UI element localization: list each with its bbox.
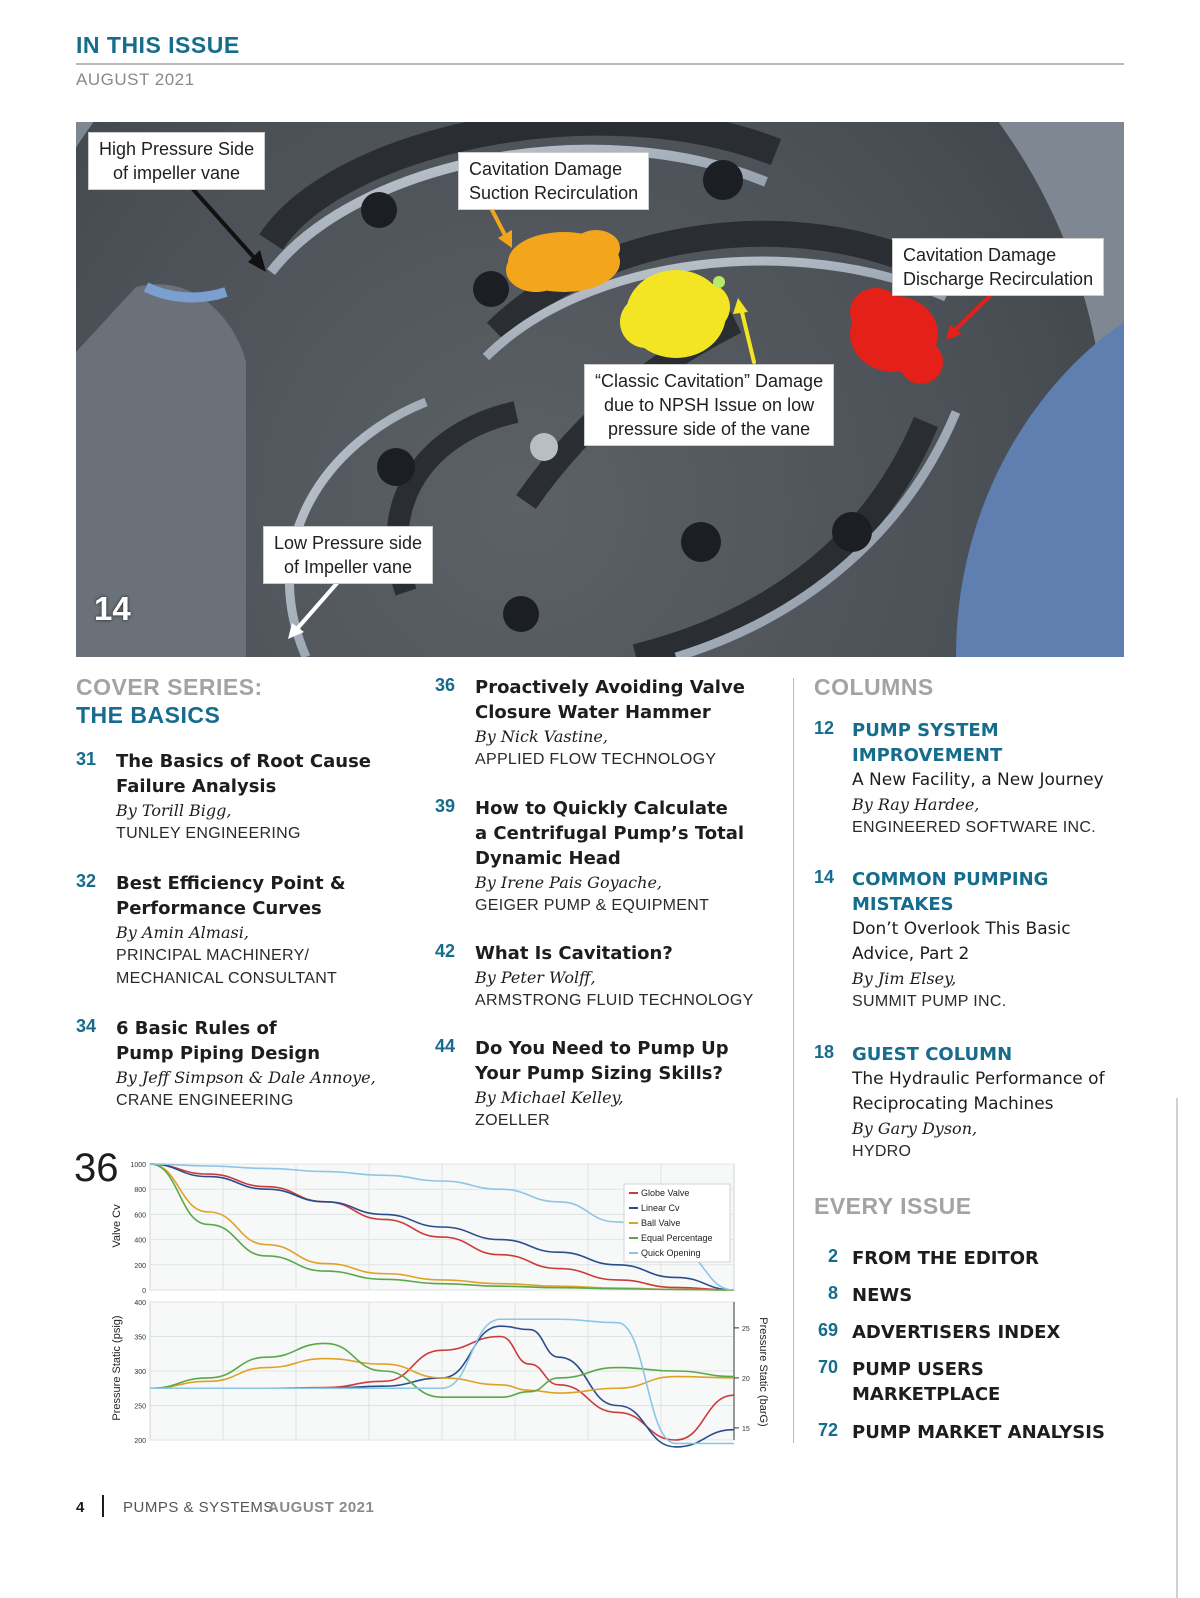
- every-issue-item[interactable]: [814, 1357, 1114, 1411]
- bottom-ytick-label: 400: [134, 1300, 146, 1307]
- every-issue-title: FROM THE EDITOR: [852, 1248, 1039, 1269]
- article-title: Do You Need to Pump Up: [475, 1038, 729, 1059]
- article-company: ZOELLER: [475, 1112, 551, 1129]
- article-body: [475, 941, 754, 1012]
- legend-label: Globe Valve: [641, 1188, 690, 1198]
- legend-label: Ball Valve: [641, 1218, 681, 1228]
- article-title: Closure Water Hammer: [475, 702, 711, 723]
- callout-high-pressure: [88, 132, 265, 190]
- article-author: By Jeff Simpson & Dale Annoye,: [116, 1068, 376, 1087]
- column-subtitle: Advice, Part 2: [852, 944, 970, 964]
- callout-line: Low Pressure side: [274, 533, 423, 553]
- column-company: SUMMIT PUMP INC.: [852, 993, 1007, 1010]
- article-page-number: 39: [435, 796, 456, 816]
- article-title: Proactively Avoiding Valve: [475, 677, 745, 698]
- every-issue-title-line: PUMP USERS: [852, 1359, 984, 1380]
- article-title: Performance Curves: [116, 898, 322, 919]
- article-author: By Amin Almasi,: [116, 923, 249, 942]
- article-body: [116, 749, 371, 845]
- article-company: CRANE ENGINEERING: [116, 1092, 294, 1109]
- legend-label: Linear Cv: [641, 1203, 680, 1213]
- every-issue-title: [852, 1357, 1000, 1407]
- column-subtitle: Don’t Overlook This Basic: [852, 919, 1071, 939]
- footer-divider: [102, 1495, 104, 1517]
- article-author: By Nick Vastine,: [475, 727, 608, 746]
- column-body: [852, 867, 1071, 1013]
- legend-label: Equal Percentage: [641, 1233, 713, 1243]
- hero-page-number[interactable]: 14: [94, 590, 131, 627]
- column-subtitle: Reciprocating Machines: [852, 1094, 1054, 1114]
- every-issue-title: PUMP MARKET ANALYSIS: [852, 1422, 1105, 1443]
- bottom-ylabel: Pressure Static (psig): [111, 1315, 123, 1421]
- column-divider: [793, 678, 794, 1443]
- article-title: The Basics of Root Cause: [116, 751, 371, 772]
- impeller-cavitation-photo: [76, 122, 1124, 657]
- article-body: [116, 1016, 376, 1112]
- every-issue-title: ADVERTISERS INDEX: [852, 1322, 1061, 1343]
- column-title: MISTAKES: [852, 894, 954, 915]
- chart-page-number[interactable]: 36: [74, 1146, 119, 1190]
- bottom-ytick-label: 300: [134, 1369, 146, 1376]
- every-issue-heading: EVERY ISSUE: [814, 1193, 972, 1219]
- top-ytick-label: 0: [142, 1288, 146, 1295]
- column-subtitle: A New Facility, a New Journey: [852, 770, 1104, 790]
- bottom-ytick-label: 350: [134, 1334, 146, 1342]
- callout-line: due to NPSH Issue on low: [603, 395, 815, 415]
- article-company: GEIGER PUMP & EQUIPMENT: [475, 897, 710, 914]
- top-ytick-label: 400: [134, 1237, 146, 1245]
- callout-classic-cavitation: [584, 364, 834, 446]
- callout-line: High Pressure Side: [99, 139, 255, 159]
- article-page-number: 36: [435, 675, 456, 695]
- bottom-ytick-label: 200: [134, 1438, 146, 1445]
- column-page-number: 18: [814, 1042, 835, 1062]
- column-title: COMMON PUMPING: [852, 869, 1049, 890]
- article-page-number: 34: [76, 1016, 97, 1036]
- footer-publication: PUMPS & SYSTEMS: [123, 1499, 274, 1516]
- callout-line: Cavitation Damage: [469, 159, 623, 179]
- article-author: By Peter Wolff,: [475, 968, 596, 987]
- bottom-ytick-right-label: 20: [742, 1375, 750, 1383]
- column-title: GUEST COLUMN: [852, 1044, 1013, 1065]
- every-issue-page: 72: [817, 1420, 838, 1440]
- article-title: Failure Analysis: [116, 776, 277, 797]
- every-issue-title: NEWS: [852, 1285, 913, 1306]
- article-body: [475, 1036, 729, 1132]
- column-company: HYDRO: [852, 1143, 912, 1160]
- article-author: By Michael Kelley,: [475, 1088, 624, 1107]
- column-company: ENGINEERED SOFTWARE INC.: [852, 819, 1096, 836]
- valve-chart-svg: [100, 1158, 780, 1448]
- every-issue-page: 69: [817, 1320, 838, 1340]
- header-divider: [76, 63, 1124, 65]
- callout-suction-recirculation: [458, 152, 649, 210]
- article-company: PRINCIPAL MACHINERY/: [116, 947, 310, 964]
- callout-low-pressure: [263, 526, 433, 584]
- bottom-ylabel-right: Pressure Static (barG): [757, 1317, 769, 1427]
- column-title: PUMP SYSTEM: [852, 720, 999, 741]
- article-page-number: 44: [435, 1036, 456, 1056]
- article-title: What Is Cavitation?: [475, 943, 673, 964]
- article-title: a Centrifugal Pump’s Total: [475, 823, 745, 844]
- article-body: [475, 796, 744, 917]
- every-issue-title-line: MARKETPLACE: [852, 1384, 1001, 1405]
- column-author: By Gary Dyson,: [852, 1119, 978, 1138]
- article-title: Dynamic Head: [475, 848, 621, 869]
- top-ytick-label: 1000: [130, 1162, 146, 1169]
- column-subtitle: The Hydraulic Performance of: [852, 1069, 1105, 1089]
- column-page-number: 12: [814, 718, 835, 738]
- callout-line: of Impeller vane: [284, 557, 413, 577]
- top-ylabel: Valve Cv: [111, 1204, 123, 1248]
- bottom-ytick-right-label: 15: [742, 1425, 750, 1433]
- callout-line: Suction Recirculation: [469, 183, 639, 203]
- column-body: [852, 718, 1104, 839]
- article-page-number: 31: [76, 749, 97, 769]
- every-issue-page: 70: [817, 1357, 838, 1377]
- columns-heading: COLUMNS: [814, 674, 934, 700]
- column-title: IMPROVEMENT: [852, 745, 1003, 766]
- footer-page-number: 4: [76, 1499, 85, 1516]
- article-body: [116, 871, 346, 990]
- callout-line: Discharge Recirculation: [903, 269, 1094, 289]
- bottom-ytick-right-label: 25: [742, 1325, 750, 1333]
- callout-line: of impeller vane: [113, 163, 241, 183]
- cover-series-heading: COVER SERIES:: [76, 674, 263, 700]
- article-title: Best Efficiency Point &: [116, 873, 346, 894]
- valve-chart: [100, 1158, 780, 1452]
- top-ytick-label: 200: [134, 1262, 146, 1270]
- article-title: Pump Piping Design: [116, 1043, 321, 1064]
- article-company: TUNLEY ENGINEERING: [116, 825, 301, 842]
- article-company: APPLIED FLOW TECHNOLOGY: [475, 751, 717, 768]
- column-body: [852, 1042, 1105, 1163]
- article-company: MECHANICAL CONSULTANT: [116, 970, 338, 987]
- issue-date: AUGUST 2021: [76, 70, 195, 89]
- article-title: 6 Basic Rules of: [116, 1018, 277, 1039]
- section-title: IN THIS ISSUE: [76, 32, 240, 58]
- article-title: Your Pump Sizing Skills?: [475, 1063, 723, 1084]
- article-page-number: 42: [435, 941, 456, 961]
- callout-line: “Classic Cavitation” Damage: [595, 371, 824, 391]
- article-author: By Irene Pais Goyache,: [475, 873, 662, 892]
- article-title: How to Quickly Calculate: [475, 798, 728, 819]
- bottom-ytick-label: 250: [134, 1403, 146, 1411]
- article-author: By Torill Bigg,: [116, 801, 232, 820]
- every-issue-page: 2: [827, 1246, 838, 1266]
- article-body: [475, 675, 745, 771]
- column-page-number: 14: [814, 867, 835, 887]
- legend-label: Quick Opening: [641, 1248, 701, 1258]
- callout-line: Cavitation Damage: [903, 245, 1057, 265]
- article-company: ARMSTRONG FLUID TECHNOLOGY: [475, 992, 754, 1009]
- top-ytick-label: 800: [134, 1187, 146, 1195]
- top-ytick-label: 600: [134, 1212, 146, 1220]
- page-edge-line: [1176, 1098, 1178, 1598]
- column-author: By Ray Hardee,: [852, 795, 980, 814]
- article-page-number: 32: [76, 871, 97, 891]
- every-issue-page: 8: [827, 1283, 838, 1303]
- the-basics-heading: THE BASICS: [76, 702, 221, 728]
- footer-date: AUGUST 2021: [268, 1499, 375, 1516]
- callout-discharge-recirculation: [892, 238, 1104, 296]
- column-author: By Jim Elsey,: [852, 969, 957, 988]
- callout-line: pressure side of the vane: [607, 419, 811, 439]
